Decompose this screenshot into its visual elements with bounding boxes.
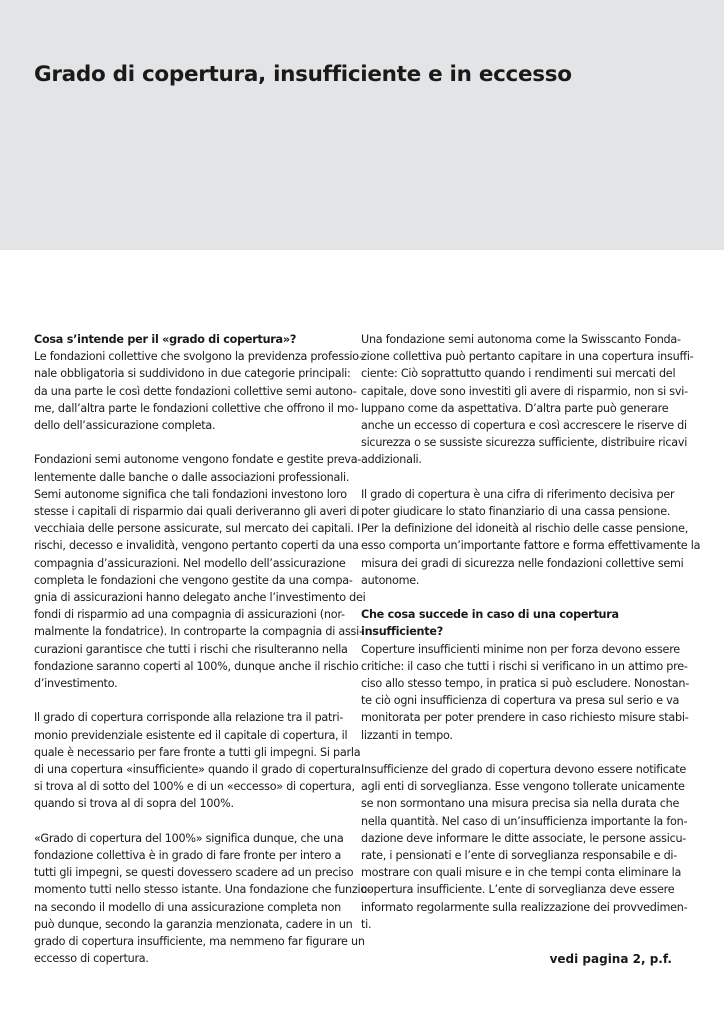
text-line: fondazione saranno coperti al 100%, dunque anche il rischio bbox=[34, 659, 359, 673]
text-line: tutti gli impegni, se questi dovessero scadere ad un preciso bbox=[34, 866, 354, 880]
text-line: capitale, dove sono investiti gli avere di risparmio, non si svi- bbox=[361, 384, 688, 398]
text-line: ti. bbox=[361, 917, 372, 931]
text-line: addizionali. bbox=[361, 453, 422, 467]
text-line: si trova al di sotto del 100% e di un «eccesso» di copertura, bbox=[34, 780, 355, 794]
paragraph bbox=[361, 486, 701, 589]
paragraph bbox=[361, 761, 687, 933]
text-line: curazioni garantisce che tutti i rischi che risulteranno nella bbox=[34, 642, 348, 656]
page-title: Grado di copertura, insufficiente e in eccesso bbox=[34, 62, 572, 87]
text-line: quando si trova al di sopra del 100%. bbox=[34, 797, 234, 811]
text-line: zione collettiva può pertanto capitare in una copertura insuffi- bbox=[361, 350, 694, 364]
text-line: Per la definizione del idoneità al rischio delle casse pensione, bbox=[361, 522, 689, 536]
text-line: grado di copertura insufficiente, ma nemmeno far figurare un bbox=[34, 935, 365, 949]
text-line: ciso allo stesso tempo, in pratica si può escludere. Nonostan- bbox=[361, 677, 690, 691]
text-line: Il grado di copertura è una cifra di riferimento decisiva per bbox=[361, 487, 675, 501]
text-line: luppano come da aspettativa. D’altra parte può generare bbox=[361, 401, 669, 415]
text-line: fondazione collettiva è in grado di fare fronte per intero a bbox=[34, 849, 342, 863]
text-line: da una parte le così dette fondazioni collettive semi autono- bbox=[34, 384, 357, 398]
text-line: può dunque, secondo la garanzia menzionata, cadere in un bbox=[34, 917, 353, 931]
text-line: malmente la fondatrice). In controparte la compagnia di assi- bbox=[34, 625, 363, 639]
right-column bbox=[361, 331, 701, 933]
text-line: lizzanti in tempo. bbox=[361, 728, 453, 742]
text-line: informato regolarmente sulla realizzazione dei provvedimen- bbox=[361, 900, 688, 914]
paragraph bbox=[34, 830, 371, 968]
text-line: misura dei gradi di sicurezza nelle fondazioni collettive semi bbox=[361, 556, 684, 570]
text-line: Una fondazione semi autonoma come la Swisscanto Fonda- bbox=[361, 333, 681, 346]
text-line: fondi di risparmio ad una compagnia di assicurazioni (nor- bbox=[34, 608, 345, 622]
text-line: compagnia d’assicurazioni. Nel modello dell’assicurazione bbox=[34, 556, 346, 570]
paragraph bbox=[361, 331, 694, 469]
text-line: vecchiaia delle persone assicurate, sul mercato dei capitali. I bbox=[34, 522, 361, 536]
text-line: Che cosa succede in caso di una copertura bbox=[361, 608, 619, 622]
text-line: rischi, decesso e invalidità, vengono pertanto coperti da una bbox=[34, 539, 359, 553]
text-line: me, dall’altra parte le fondazioni collettive che offrono il mo- bbox=[34, 401, 359, 415]
text-line: gnia di assicurazioni hanno delegato anche l’investimento dei bbox=[34, 591, 366, 605]
text-line: monitorata per poter prendere in caso richiesto misure stabi- bbox=[361, 711, 689, 725]
text-line: momento tutti nello stesso istante. Una fondazione che funzio- bbox=[34, 883, 371, 897]
text-line: nella quantità. Nel caso di un’insufficienza importante la fon- bbox=[361, 814, 688, 828]
text-line: «Grado di copertura del 100%» significa dunque, che una bbox=[34, 831, 344, 845]
text-line: autonome. bbox=[361, 573, 420, 587]
text-line: completa le fondazioni che vengono gestite da una compa- bbox=[34, 573, 353, 587]
text-line: sicurezza o se sussiste sicurezza sufficiente, distribuire ricavi bbox=[361, 436, 688, 450]
text-line: dazione deve informare le ditte associate, le persone assicu- bbox=[361, 831, 687, 845]
text-line: quale è necessario per fare fronte a tutti gli impegni. Si parla bbox=[34, 745, 361, 759]
text-line: poter giudicare lo stato finanziario di una cassa pensione. bbox=[361, 505, 671, 519]
text-line: Semi autonome significa che tali fondazioni investono loro bbox=[34, 487, 347, 501]
continued-note: vedi pagina 2, p.f. bbox=[549, 952, 672, 966]
text-line: nale obbligatoria si suddividono in due categorie principali: bbox=[34, 367, 351, 381]
text-line: anche un eccesso di copertura e così accrescere le riserve di bbox=[361, 419, 687, 433]
text-line: Fondazioni semi autonome vengono fondate e gestite preva- bbox=[34, 453, 362, 467]
text-line: mostrare con quali misure e in che tempi conta eliminare la bbox=[361, 866, 682, 880]
text-line: Il grado di copertura corrisponde alla relazione tra il patri- bbox=[34, 711, 344, 725]
section-heading-grado: Cosa s’intende per il «grado di copertura»? bbox=[34, 333, 297, 346]
text-line: Insufficienze del grado di copertura devono essere notificate bbox=[361, 763, 687, 777]
text-line: na secondo il modello di una assicurazione completa non bbox=[34, 900, 342, 914]
text-line: di una copertura «insufficiente» quando il grado di copertura bbox=[34, 763, 361, 777]
text-line: se non sormontano una misura precisa sia nella durata che bbox=[361, 797, 680, 811]
section-heading-copertura-insufficiente bbox=[361, 606, 687, 640]
text-line: rate, i pensionati e l’ente di sorveglianza responsabile e di- bbox=[361, 849, 678, 863]
text-line: eccesso di copertura. bbox=[34, 952, 149, 966]
paragraph bbox=[34, 348, 363, 434]
text-line: esso comporta un’importante fattore e forma effettivamente la bbox=[361, 539, 701, 553]
text-line: ciente: Ciò soprattutto quando i rendimenti sui mercati del bbox=[361, 367, 676, 381]
text-line: stesse i capitali di risparmio dai quali deriveranno gli averi di bbox=[34, 505, 360, 519]
left-column bbox=[34, 331, 371, 967]
text-line: critiche: il caso che tutti i rischi si verificano in un attimo pre- bbox=[361, 659, 688, 673]
text-line: monio previdenziale esistente ed il capitale di copertura, il bbox=[34, 728, 348, 742]
text-line: insufficiente? bbox=[361, 625, 443, 639]
paragraph bbox=[34, 709, 361, 812]
text-line: te ciò ogni insufficienza di copertura va presa sul serio e va bbox=[361, 694, 680, 708]
text-line: copertura insufficiente. L’ente di sorveglianza deve essere bbox=[361, 883, 675, 897]
header-band bbox=[0, 0, 724, 250]
text-line: d’investimento. bbox=[34, 677, 118, 691]
paragraph bbox=[34, 451, 366, 692]
text-line: Le fondazioni collettive che svolgono la previdenza professio- bbox=[34, 350, 363, 364]
text-line: dello dell’assicurazione completa. bbox=[34, 419, 216, 433]
text-line: Coperture insufficienti minime non per forza devono essere bbox=[361, 642, 680, 656]
text-line: agli enti di sorveglianza. Esse vengono tollerate unicamente bbox=[361, 780, 685, 794]
text-line: lentemente dalle banche o dalle associazioni professionali. bbox=[34, 470, 350, 484]
paragraph bbox=[361, 641, 690, 744]
